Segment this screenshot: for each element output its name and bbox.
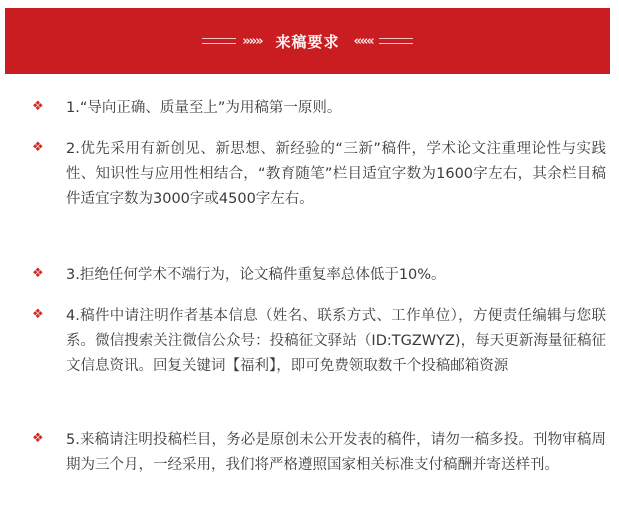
diamond-bullet-icon: ❖ <box>32 266 44 281</box>
right-chevrons-icon: ««« <box>353 33 373 49</box>
diamond-bullet-icon: ❖ <box>32 140 44 155</box>
section-title: 来稿要求 <box>275 32 340 51</box>
diamond-bullet-icon: ❖ <box>32 307 44 322</box>
section-header-banner <box>5 8 610 74</box>
left-chevrons-icon: »»» <box>242 33 262 49</box>
left-decorative-line <box>202 38 236 44</box>
right-decorative-line <box>379 38 413 44</box>
list-item-text: 3.拒绝任何学术不端行为，论文稿件重复率总体低于10%。 <box>66 267 446 283</box>
section-header <box>202 31 412 52</box>
list-item-text: 5.来稿请注明投稿栏目，务必是原创未公开发表的稿件，请勿一稿多投。刊物审稿周期为三个月，一经采用，我们将严格遵照国家相关标准支付稿酬并寄送样刊。 <box>66 432 606 473</box>
diamond-bullet-icon: ❖ <box>32 99 44 114</box>
diamond-bullet-icon: ❖ <box>32 431 44 446</box>
list-item-text: 1.“导向正确、质量至上”为用稿第一原则。 <box>66 100 342 116</box>
list-item-text: 4.稿件中请注明作者基本信息（姓名、联系方式、工作单位），方便责任编辑与您联系。微信搜索关注微信公众号：投稿征文驿站（ID:TGZWYZ)，每天更新海量征稿征文信息资讯。回复关键词【福利】，即可免费领取数千个投稿邮箱资源 <box>66 308 606 374</box>
list-item-text: 2.优先采用有新创见、新思想、新经验的“三新”稿件，学术论文注重理论性与实践性、知识性与应用性相结合，“教育随笔”栏目适宜字数为1600字左右，其余栏目稿件适宜字数为3000字或4500字左右。 <box>66 141 606 207</box>
